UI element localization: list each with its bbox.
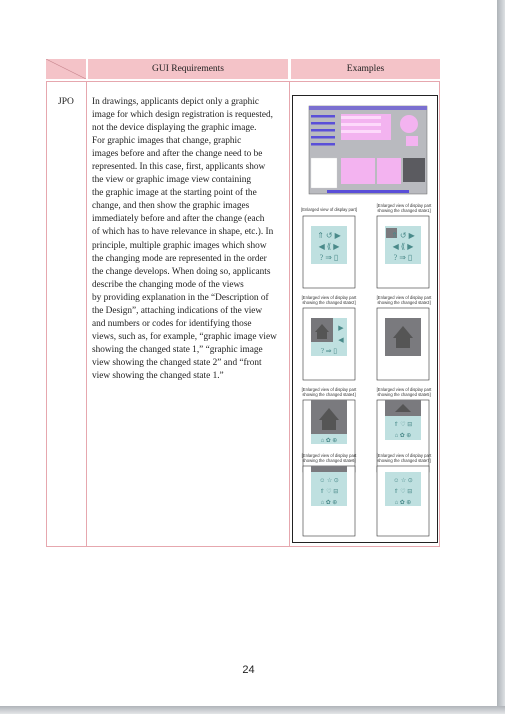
text-line: image for which design registration is requested, [92,110,273,121]
svg-text:⌂ ✿ ⊕: ⌂ ✿ ⊕ [394,500,412,506]
display-panel [377,216,429,288]
text-line: views, such as, for example, “graphic image view [92,331,277,342]
text-line: images before and after the change need to be [92,149,263,160]
page-number: 24 [242,664,255,676]
svg-text:◀: ◀ [338,336,344,344]
text-line: view showing the changed state 2” and “front [92,357,262,368]
svg-text:⌂ ✿ ⊕: ⌂ ✿ ⊕ [320,438,338,444]
caption: [Enlarged view of display part [376,203,432,208]
page-shadow-bottom [0,706,505,714]
text-line: change, and then show the graphic images [92,201,250,212]
table-divider [86,81,87,547]
svg-text:? ⇒ ▯: ? ⇒ ▯ [319,253,339,262]
text-line: In drawings, applicants depict only a graphic [92,97,260,107]
text-line: immediately before and after the change (each [92,214,265,225]
requirements-text [92,96,288,383]
svg-text:◀ ⟪ ▶: ◀ ⟪ ▶ [392,242,414,251]
display-panel [303,216,355,288]
svg-text:◀ ⟪ ▶: ◀ ⟪ ▶ [318,242,340,251]
caption: showing the changed state2] [302,300,356,305]
table-divider [289,81,290,547]
svg-text:▶: ▶ [338,324,344,332]
caption: showing the changed state4] [302,392,356,397]
svg-text:? ⇒ ▯: ? ⇒ ▯ [393,253,413,262]
svg-text:⌂ ✿ ⊕: ⌂ ✿ ⊕ [394,433,412,439]
display-panel [377,466,429,536]
text-line: the changing mode are represented in the order [92,253,267,264]
header-gui-requirements: GUI Requirements [88,59,288,79]
caption: [Enlarged view of display part [376,387,432,392]
text-line: the view or graphic image view containing [92,175,252,186]
text-line: For graphic images that change, graphic [92,136,242,147]
caption: showing the changed state3] [377,300,431,305]
display-panel [303,308,355,380]
text-line: not the device displaying the graphic image. [92,123,257,134]
text-line: by providing explanation in the “Description of [92,292,269,303]
svg-text:⇑ ♡ ⊟: ⇑ ♡ ⊟ [393,422,413,428]
page-shadow-right [497,0,505,714]
svg-text:⇑ ↺ ▶: ⇑ ↺ ▶ [391,231,415,240]
text-line: describe the changing mode of the views [92,279,244,290]
svg-text:☺ ☆ ⊙: ☺ ☆ ⊙ [393,478,413,484]
caption: showing the changed state5] [377,392,431,397]
header-corner-cell [46,59,86,79]
header-examples: Examples [291,59,440,79]
examples-illustration [293,96,439,544]
text-line: showing the changed state 1,” “graphic image [92,344,263,355]
caption: showing the changed state7] [377,458,431,463]
caption: [Enlarged view of display part [301,387,357,392]
svg-text:⇑ ↺ ▶: ⇑ ↺ ▶ [317,231,341,240]
caption: [Enlarged view of display part [376,453,432,458]
svg-text:⇑ ♡ ⊟: ⇑ ♡ ⊟ [393,489,413,495]
text-line: the change develops. When doing so, applicants [92,266,271,277]
text-line: of which has to have relevance in shape, etc.). In [92,227,274,238]
diagonal-line [46,59,86,79]
svg-text:☺ ☆ ⊙: ☺ ☆ ⊙ [319,478,339,484]
office-label: JPO [58,97,74,107]
caption: [Enlarged view of display part] [301,207,357,212]
text-line: view showing the changed state 1.” [92,370,224,381]
svg-text:? ⇒ ▯: ? ⇒ ▯ [320,347,338,355]
caption: [Enlarged view of display part [301,453,357,458]
text-line: principle, multiple graphic images which show [92,240,267,251]
display-panel [303,466,355,536]
caption: [Enlarged view of display part [376,295,432,300]
display-panel [377,308,429,380]
svg-text:⌂ ✿ ⊕: ⌂ ✿ ⊕ [320,500,338,506]
text-line: and numbers or codes for identifying those [92,318,252,329]
caption: showing the changed state1] [377,208,431,213]
text-line: the graphic image at the starting point of the [92,188,257,199]
device-screen-mockup [309,106,427,194]
examples-figure [292,95,438,543]
svg-text:⇑ ♡ ⊟: ⇑ ♡ ⊟ [319,489,339,495]
text-line: represented. In this case, first, applicants show [92,162,266,173]
text-line: the Design”, attaching indications of the view [92,305,263,316]
caption: showing the changed state6] [302,458,356,463]
caption: [Enlarged view of display part [301,295,357,300]
